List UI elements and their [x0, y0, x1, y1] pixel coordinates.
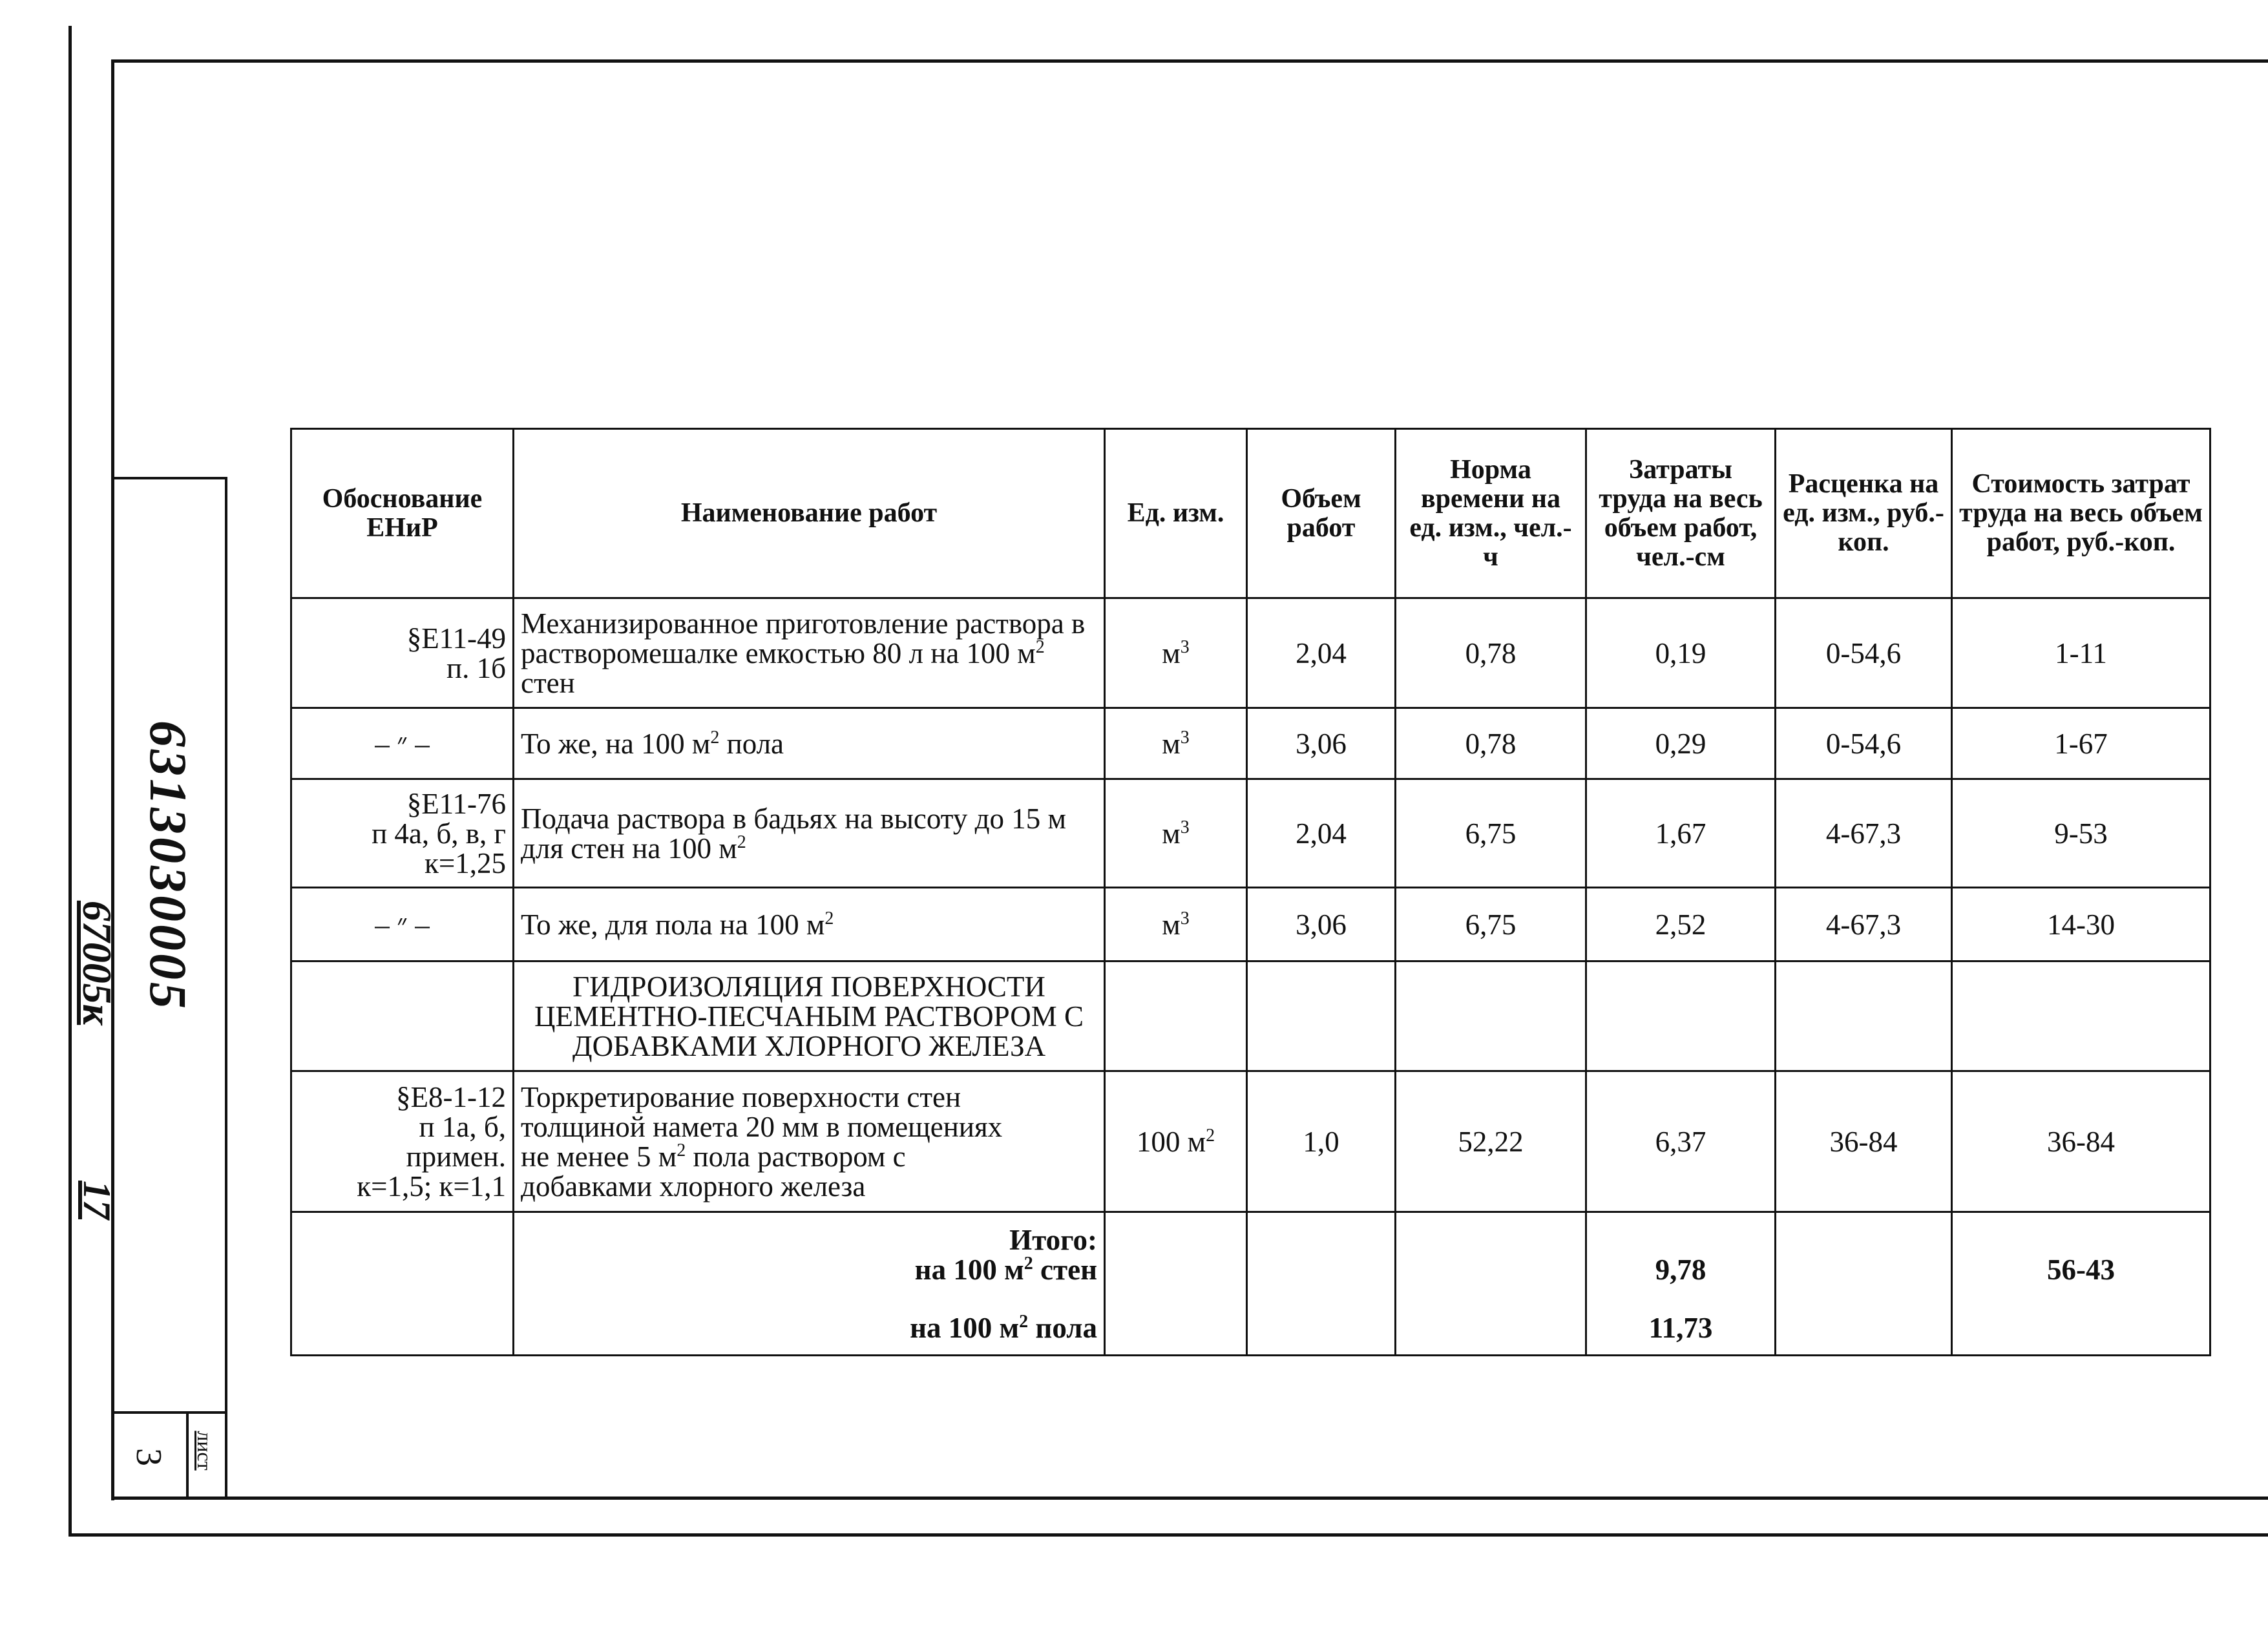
row-work-name: То же, на 100 $м^2$ пола	[514, 708, 1105, 779]
sheet-label: лист	[193, 1431, 216, 1471]
work-table	[290, 428, 2211, 1356]
row-volume: 2,04	[1247, 598, 1396, 708]
row-unit: 100 $м^2$	[1105, 1071, 1247, 1212]
col-header-time-norm: Норма времени на ед. изм., чел.-ч	[1396, 429, 1586, 598]
row-labor-cost: 1,67	[1586, 779, 1776, 888]
table-row	[291, 1071, 2210, 1212]
totals-total-cost: 56-43	[1952, 1212, 2210, 1356]
totals-labor-cost: 9,78 11,73	[1586, 1212, 1776, 1356]
row-rate: 4-67,3	[1776, 888, 1952, 961]
row-total-cost: 14-30	[1952, 888, 2210, 961]
row-volume: 2,04	[1247, 779, 1396, 888]
page-reference: 17	[76, 1181, 118, 1219]
col-header-rate: Расценка на ед. изм., руб.-коп.	[1776, 429, 1952, 598]
col-header-work-name: Наименование работ	[514, 429, 1105, 598]
col-header-unit: Ед. изм.	[1105, 429, 1247, 598]
row-unit: $м^3$	[1105, 598, 1247, 708]
row-justification: – ״ –	[291, 888, 514, 961]
row-time-norm: 0,78	[1396, 598, 1586, 708]
row-time-norm: 0,78	[1396, 708, 1586, 779]
row-rate: 4-67,3	[1776, 779, 1952, 888]
col-header-volume: Объем работ	[1247, 429, 1396, 598]
col-header-labor-cost: Затраты труда на весь объем работ, чел.-см	[1586, 429, 1776, 598]
sheet-box-top	[111, 1411, 227, 1414]
row-time-norm: 52,22	[1396, 1071, 1586, 1212]
row-unit: $м^3$	[1105, 888, 1247, 961]
row-unit: $м^3$	[1105, 708, 1247, 779]
row-total-cost: 36-84	[1952, 1071, 2210, 1212]
row-rate: 0-54,6	[1776, 598, 1952, 708]
row-labor-cost: 0,29	[1586, 708, 1776, 779]
col-header-total-cost: Стоимость затрат труда на весь объем работ, руб.-коп.	[1952, 429, 2210, 598]
row-total-cost: 1-11	[1952, 598, 2210, 708]
row-work-name: Торкретирование поверхности стен толщиной намета 20 мм в помещениях не менее 5 $м^2$ пола раствором с добавками хлорного железа	[514, 1071, 1105, 1212]
row-volume: 3,06	[1247, 708, 1396, 779]
row-work-name: Подача раствора в бадьях на высоту до 15 м для стен на 100 $м^2$	[514, 779, 1105, 888]
outer-left-border	[68, 26, 72, 1537]
section-row	[291, 961, 2210, 1071]
section-title: ГИДРОИЗОЛЯЦИЯ ПОВЕРХНОСТИ ЦЕМЕНТНО-ПЕСЧАНЫМ РАСТВОРОМ С ДОБАВКАМИ ХЛОРНОГО ЖЕЛЕЗА	[514, 961, 1105, 1071]
row-work-name: Механизированное приготовление раствора в растворомешалке емкостью 80 л на 100 $м^2$ стен	[514, 598, 1105, 708]
row-time-norm: 6,75	[1396, 779, 1586, 888]
inventory-number: 67005к	[74, 900, 120, 1025]
row-volume: 3,06	[1247, 888, 1396, 961]
header-row	[291, 429, 2210, 598]
row-volume: 1,0	[1247, 1071, 1396, 1212]
inner-left-border	[111, 59, 114, 1500]
row-unit: $м^3$	[1105, 779, 1247, 888]
table-row	[291, 779, 2210, 888]
row-justification: §Е11-76 п 4а, б, в, г к=1,25	[291, 779, 514, 888]
table-row	[291, 598, 2210, 708]
document-number: 6313030005	[139, 720, 198, 1011]
totals-row	[291, 1212, 2210, 1356]
outer-bottom-border	[68, 1533, 2268, 1537]
row-labor-cost: 6,37	[1586, 1071, 1776, 1212]
row-labor-cost: 2,52	[1586, 888, 1776, 961]
row-time-norm: 6,75	[1396, 888, 1586, 961]
totals-label: Итого: на 100 $м^2$ стен на 100 $м^2$ пола	[514, 1212, 1105, 1356]
table-row	[291, 888, 2210, 961]
row-justification: – ״ –	[291, 708, 514, 779]
inner-top-border	[111, 59, 2268, 63]
row-rate: 36-84	[1776, 1071, 1952, 1212]
row-justification: §Е8-1-12 п 1а, б, примен. к=1,5; к=1,1	[291, 1071, 514, 1212]
inner-bottom-border	[111, 1497, 2268, 1500]
row-total-cost: 1-67	[1952, 708, 2210, 779]
stamp-column-right	[225, 477, 227, 1499]
row-work-name: То же, для пола на 100 $м^2$	[514, 888, 1105, 961]
row-total-cost: 9-53	[1952, 779, 2210, 888]
row-rate: 0-54,6	[1776, 708, 1952, 779]
row-justification: §Е11-49 п. 1б	[291, 598, 514, 708]
row-labor-cost: 0,19	[1586, 598, 1776, 708]
sheet-number: 3	[129, 1448, 169, 1466]
stamp-column-top	[111, 477, 227, 479]
col-header-justification: Обоснование ЕНиР	[291, 429, 514, 598]
table-row	[291, 708, 2210, 779]
